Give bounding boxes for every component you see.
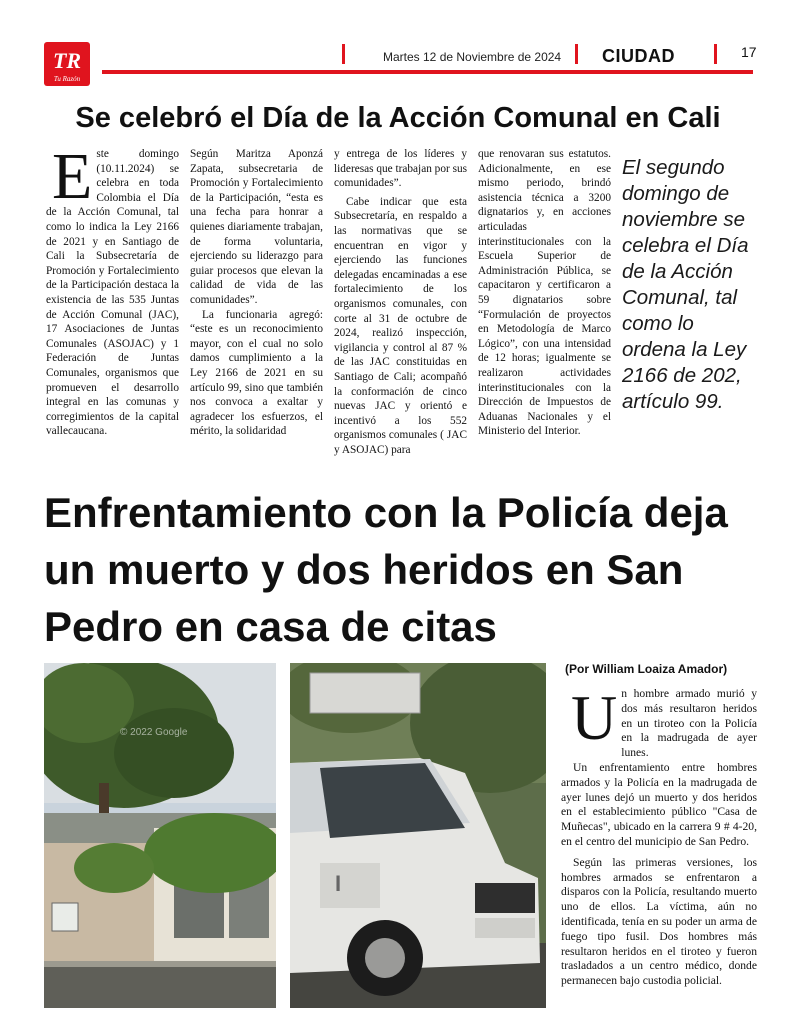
- logo-subtext: Tu Razón: [53, 75, 81, 83]
- pull-quote: El segundo domingo de noviembre se celebra el Día de la Acción Comunal, tal como lo ordena la Ley 2166 de 202, artículo 99.: [622, 156, 749, 413]
- article1-column-2: [190, 147, 323, 439]
- header-divider: [342, 44, 345, 64]
- paragraph: y entrega de los líderes y lideresas que trabajan por sus comunidades”.: [334, 148, 468, 190]
- article1-column-3: [334, 147, 467, 457]
- newspaper-logo: [44, 42, 90, 86]
- paragraph: La funcionaria agregó: “este es un reconocimiento mayor, con el cual no solo damos cumplimiento a la Ley 2166 de 2021 en su artículo 99, sino que también nos convoca a exaltar y agradecer los esfuerzos, el mérito, la solidaridad: [190, 308, 323, 438]
- paragraph: ste domingo (10.11.2024) se celebra en toda Colombia el Día de la Acción Comunal, tal como lo indica la Ley 2166 de 2021 y en Santiago de Cali la Subsecretaría de Promoción y Fortalecimiento de la Participación destaca la existencia de las 535 Juntas de Acción Comunal (JAC), 17 Asociaciones de Juntas Comunales (ASOJAC) y 1 Federación de Juntas Comunales, organismos que promueven el desarrollo integral en las comunas y corregimientos de la capital vallecaucana.: [46, 148, 179, 438]
- street-photo: [44, 663, 276, 1008]
- paragraph: Un enfrentamiento entre hombres armados y la Policía en la madrugada de ayer lunes dejó un muerto y dos heridos en el establecimiento público "Casa de Muñecas", ubicado en la carrera 9 # 4-20, en el centro del municipio de San Pedro.: [561, 760, 757, 848]
- header-divider: [714, 44, 717, 64]
- article2-headline: Enfrentamiento con la Policía deja un muerto y dos heridos en San Pedro en casa de citas: [44, 489, 728, 650]
- logo-text: TR: [52, 48, 82, 73]
- article1-column-1: [46, 140, 179, 439]
- article1-headline: Se celebró el Día de la Acción Comunal en Cali: [75, 102, 721, 134]
- paragraph: que renovaran sus estatutos. Adicionalmente, en ese mismo periodo, brindó asistencia técnica a 3200 dignatarios y, en acciones articuladas interinstitucionales con la Escuela Superior de Administración Pública, se capacitaron y certificaron a 59 dignatarios sobre “Formulación de proyectos en Metodología de Marco Lógico”, con una intensidad de 12 horas; igualmente se realizaron actividades interinstitucionales con la Dirección de Impuestos de Aduanas Nacionales y el Ministerio del Interior.: [478, 148, 611, 438]
- header-rule: [102, 70, 753, 74]
- issue-date: Martes 12 de Noviembre de 2024: [383, 50, 562, 64]
- svg-text:I: I: [335, 871, 342, 896]
- paragraph: Según las primeras versiones, los hombres armados se enfrentaron a disparos con la Policía, resultando muerto uno de ellos. La víctima, aún no identificada, tenía en su poder un arma de fuego tipo fusil. Dos hombres más resultaron heridos en el tiroteo y fueron trasladados a un centro médico, donde permanecen bajo custodia policial.: [561, 855, 757, 988]
- article1-column-4: [478, 147, 611, 439]
- image-watermark: © 2022 Google: [120, 727, 188, 738]
- byline: (Por William Loaiza Amador): [565, 662, 728, 676]
- article2-body: [561, 682, 757, 989]
- header-divider: [575, 44, 578, 64]
- paragraph: Según Maritza Aponzá Zapata, subsecretaria de Promoción y Fortalecimiento de la Participación, “esta es una fecha para honrar a quienes diariamente trabajan, de forma voluntaria, ejerciendo su liderazgo para guiar procesos que elevan la calidad de vida de las comunidades”.: [190, 148, 323, 306]
- drop-cap: E: [52, 140, 93, 213]
- paragraph: n hombre armado murió y dos más resultaron heridos en un tiroteo con la Policía en la madrugada de ayer lunes.: [621, 687, 757, 760]
- paragraph: Cabe indicar que esta Subsecretaría, en respaldo a las normativas que se encuentran en vigor y ejerciendo las funciones delegadas encaminadas a ese fortalecimiento de los organismos comunales, con corte al 31 de octubre de 2024, realizó inspección, vigilancia y control al 87 % de las JAC constituidas en Santiago de Cali; acompañó la conformación de cinco nuevas JAC y orientó e incentivó a los 552 organismos comunales ( JAC y ASOJAC) para: [334, 195, 467, 456]
- section-name: CIUDAD: [602, 46, 675, 66]
- page-number: 17: [741, 44, 757, 60]
- police-truck-photo: [290, 663, 546, 1008]
- drop-cap: U: [571, 682, 618, 753]
